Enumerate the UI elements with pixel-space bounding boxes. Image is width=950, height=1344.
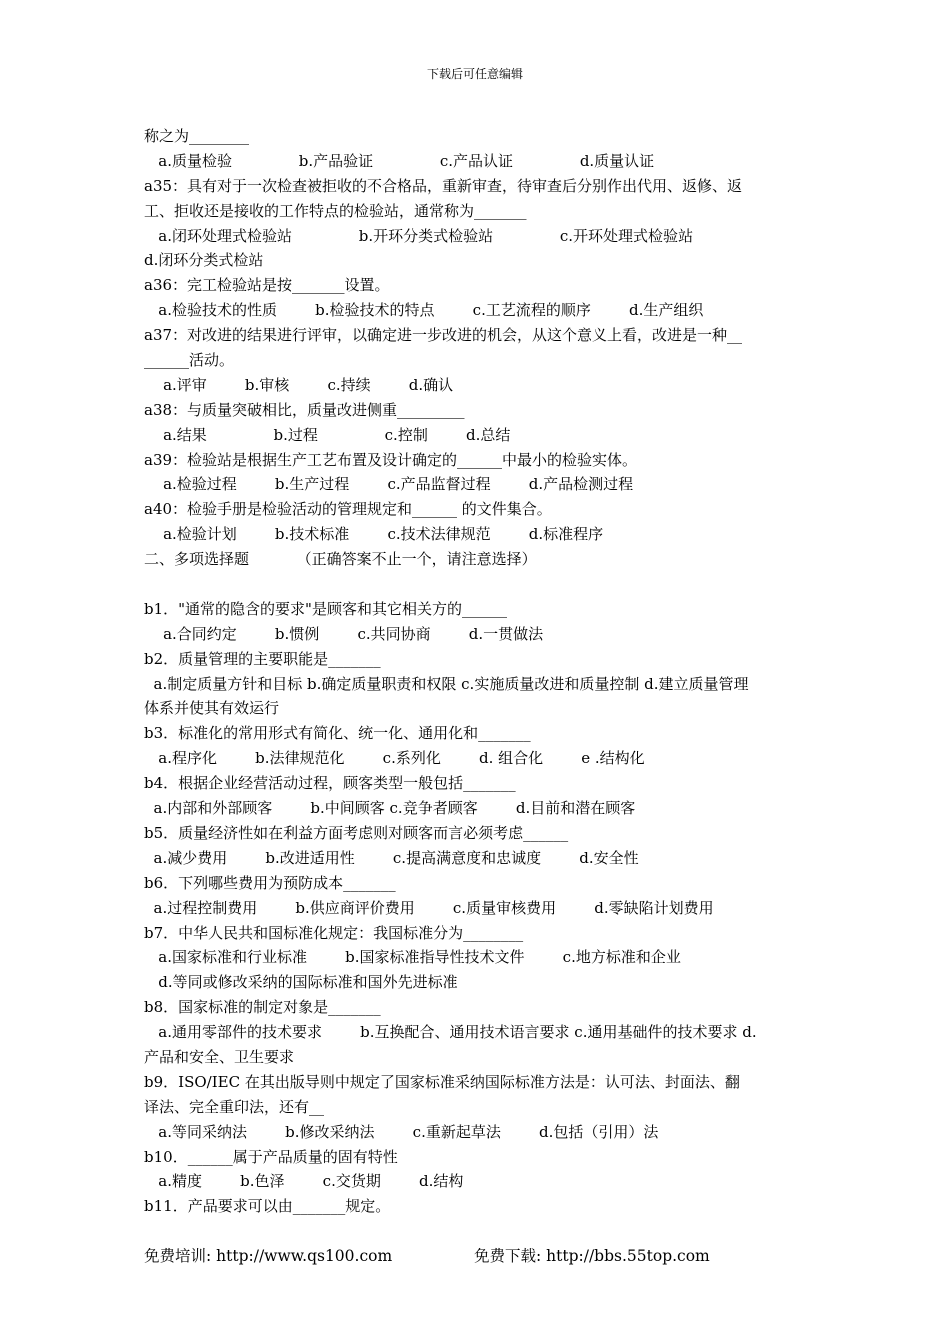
text-line: b10．______属于产品质量的固有特性	[144, 1147, 398, 1166]
text-line: b3．标准化的常用形式有简化、统一化、通用化和_______	[144, 724, 531, 743]
text-line: a37：对改进的结果进行评审，以确定进一步改进的机会，从这个意义上看，改进是一种__	[144, 326, 743, 345]
text-line: 称之为________	[144, 127, 250, 145]
text-line: b5．质量经济性如在利益方面考虑则对顾客而言必须考虑______	[144, 823, 569, 842]
text-line: a.等同采纳法 b.修改采纳法 c.重新起草法 d.包括（引用）法	[144, 1122, 659, 1141]
footer-training-link[interactable]: 免费培训: http://www.qs100.com	[144, 1247, 393, 1265]
text-line: a.质量检验 b.产品验证 c.产品认证 d.质量认证	[144, 151, 655, 170]
text-line: 体系并使其有效运行	[144, 699, 280, 718]
text-line: d.闭环分类式检站	[144, 251, 264, 270]
text-line: a35：具有对于一次检查被拒收的不合格品，重新审查，待审查后分别作出代用、返修、返	[144, 176, 743, 195]
text-line: 产品和安全、卫生要求	[144, 1047, 295, 1066]
text-line: a.通用零部件的技术要求 b.互换配合、通用技术语言要求 c.通用基础件的技术要求 d.	[144, 1023, 757, 1042]
text-line: b4．根据企业经营活动过程，顾客类型一般包括_______	[144, 774, 516, 793]
text-line: a.减少费用 b.改进适用性 c.提高满意度和忠诚度 d.安全性	[144, 848, 639, 867]
page-header: 下载后可任意编辑	[426, 67, 523, 81]
text-line: 二、多项选择题 （正确答案不止一个，请注意选择）	[144, 550, 537, 569]
footer-download-link[interactable]: 免费下载: http://bbs.55top.com	[474, 1247, 710, 1265]
text-line: a.合同约定 b.惯例 c.共同协商 d.一贯做法	[144, 624, 544, 643]
page-footer	[144, 1245, 814, 1267]
text-line: a.检验技术的性质 b.检验技术的特点 c.工艺流程的顺序 d.生产组织	[144, 301, 704, 320]
text-line: a.制定质量方针和目标 b.确定质量职责和权限 c.实施质量改进和质量控制 d.建立质量管理	[144, 674, 749, 693]
text-line: b9．ISO/IEC 在其出版导则中规定了国家标准采纳国际标准方法是：认可法、封面法、翻	[144, 1072, 740, 1091]
text-line: a.闭环处理式检验站 b.开环分类式检验站 c.开环处理式检验站	[144, 226, 694, 245]
text-line: a.检验过程 b.生产过程 c.产品监督过程 d.产品检测过程	[144, 475, 634, 494]
text-line: b6．下列哪些费用为预防成本_______	[144, 873, 396, 892]
text-line: a39：检验站是根据生产工艺布置及设计确定的______中最小的检验实体。	[144, 450, 638, 469]
text-line: b2．质量管理的主要职能是_______	[144, 649, 381, 668]
text-line: b1．"通常的隐含的要求"是顾客和其它相关方的______	[144, 599, 507, 618]
text-line: a.结果 b.过程 c.控制 d.总结	[144, 425, 511, 444]
document-body	[144, 124, 814, 1219]
text-line: a.程序化 b.法律规范化 c.系列化 d. 组合化 e .结构化	[144, 749, 645, 768]
text-line: a36：完工检验站是按_______设置。	[144, 276, 390, 295]
text-line: b11．产品要求可以由_______规定。	[144, 1197, 391, 1216]
text-line: ______活动。	[144, 351, 235, 370]
text-line: a.评审 b.审核 c.持续 d.确认	[144, 375, 454, 394]
text-line: a.国家标准和行业标准 b.国家标准指导性技术文件 c.地方标准和企业	[144, 948, 681, 967]
text-line: a38：与质量突破相比，质量改进侧重_________	[144, 400, 465, 419]
text-line: 译法、完全重印法，还有__	[144, 1097, 325, 1116]
text-line: d.等同或修改采纳的国际标准和国外先进标准	[144, 973, 458, 992]
text-line: b7．中华人民共和国标准化规定：我国标准分为________	[144, 923, 524, 942]
text-line: a40：检验手册是检验活动的管理规定和______ 的文件集合。	[144, 500, 552, 519]
text-line: a.过程控制费用 b.供应商评价费用 c.质量审核费用 d.零缺陷计划费用	[144, 898, 714, 917]
text-line: a.内部和外部顾客 b.中间顾客 c.竞争者顾客 d.目前和潜在顾客	[144, 799, 636, 818]
text-line	[144, 572, 814, 597]
text-line: a.精度 b.色泽 c.交货期 d.结构	[144, 1172, 464, 1191]
text-line: 工、拒收还是接收的工作特点的检验站，通常称为_______	[144, 201, 527, 220]
text-line: b8．国家标准的制定对象是_______	[144, 998, 381, 1017]
text-line: a.检验计划 b.技术标准 c.技术法律规范 d.标准程序	[144, 525, 604, 544]
